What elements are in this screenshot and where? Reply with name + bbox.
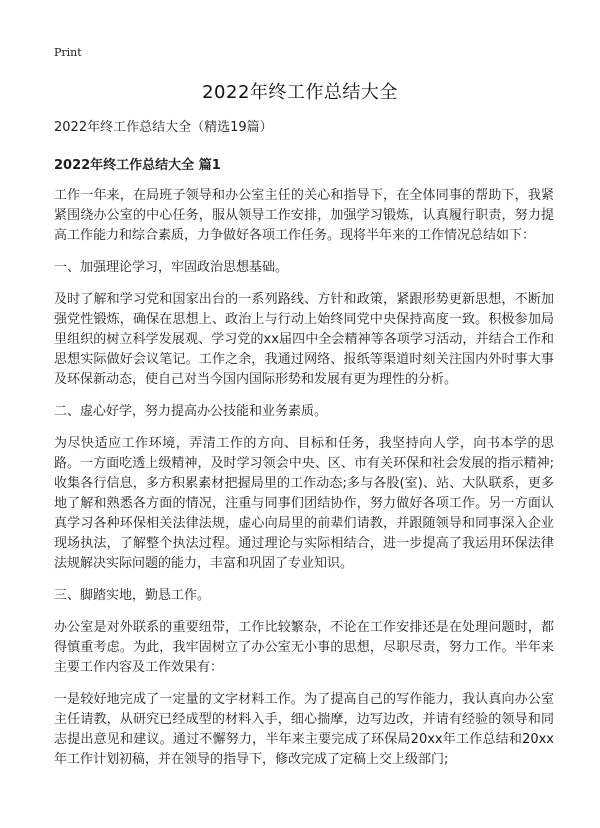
paragraph-body-1: 及时了解和学习党和国家出台的一系列路线、方针和政策，紧跟形势更新思想，不断加强党性锻炼，确保在思想上、政治上与行动上始终同党中央保持高度一致。积极参加局里组织的树立科学发展观、学习党的xx届四中全会精神等各项学习活动，并结合工作和思想实际做好会议笔记。工作之余，我通过网络、报纸等渠道时刻关注国内外时事大事及环保新动态，使自己对当今国内国际形势和发展有更为理性的分析。 [54, 292, 554, 387]
paragraph-heading-3: 三、脚踏实地，勤恳工作。 [54, 588, 211, 603]
document-subtitle: 2022年终工作总结大全（精选19篇） [54, 120, 273, 135]
paragraph-intro: 工作一年来，在局班子领导和办公室主任的关心和指导下，在全体同事的帮助下，我紧紧围绕办公室的中心任务，服从领导工作安排，加强学习锻炼，认真履行职责，努力提高工作能力和综合素质，力争做好各项工作任务。现将半年来的工作情况总结如下： [54, 188, 554, 243]
paragraph-body-3: 办公室是对外联系的重要纽带，工作比较繁杂，不论在工作安排还是在处理问题时，都得慎重考虑。为此，我牢固树立了办公室无小事的思想，尽职尽责，努力工作。半年来主要工作内容及工作效果有： [54, 620, 554, 675]
paragraph-body-2: 为尽快适应工作环境，弄清工作的方向、目标和任务，我坚持向人学，向书本学的思路。一方面吃透上级精神，及时学习领会中央、区、市有关环保和社会发展的指示精神;收集各行信息，多方积累素材把握局里的工作动态;多与各股(室)、站、大队联系，更多地了解和熟悉各方面的情况，注重与同事们团结协作，努力做好各项工作。另一方面认真学习各种环保相关法律法规，虚心向局里的前辈们请教，并跟随领导和同事深入企业现场执法，了解整个执法过程。通过理论与实际相结合，进一步提高了我运用环保法律法规解决实际问题的能力，丰富和巩固了专业知识。 [54, 436, 554, 571]
paragraph-body-4: 一是较好地完成了一定量的文字材料工作。为了提高自己的写作能力，我认真向办公室主任请教，从研究已经成型的材料入手，细心揣摩，边写边改，并请有经验的领导和同志提出意见和建议。通过不懈努力，半年来主要完成了环保局20xx年工作总结和20xx年工作计划初稿，并在领导的指导下，修改完成了定稿上交上级部门; [54, 692, 554, 767]
paragraph-heading-2: 二、虚心好学，努力提高办公技能和业务素质。 [54, 404, 328, 419]
document-body [54, 118, 554, 782]
paragraph-heading-1: 一、加强理论学习，牢固政治思想基础。 [54, 260, 289, 275]
document-title: 2022年终工作总结大全 [202, 82, 398, 103]
section-heading: 2022年终工作总结大全 篇1 [54, 158, 221, 173]
print-label: Print [54, 46, 82, 59]
